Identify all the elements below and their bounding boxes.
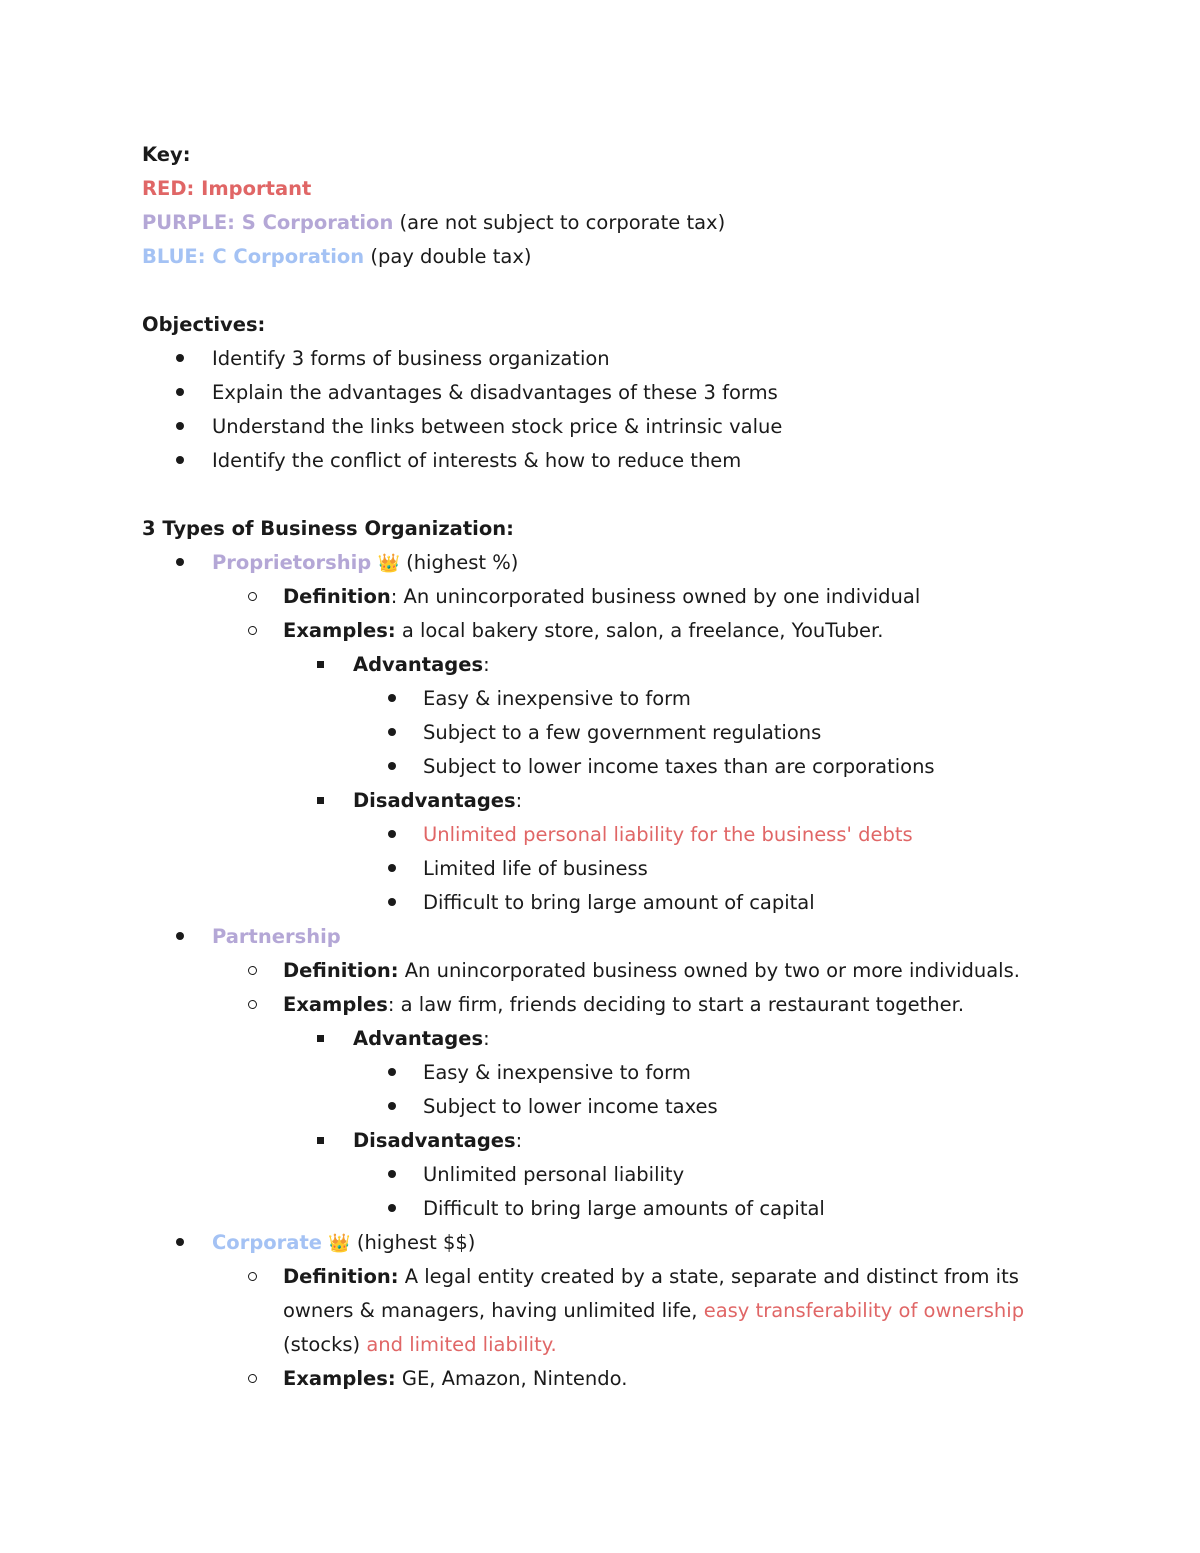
list-item: Easy & inexpensive to form xyxy=(142,682,1062,716)
bullet-square-icon xyxy=(317,784,324,818)
objective-item: Explain the advantages & disadvantages of these 3 forms xyxy=(142,376,1062,410)
objective-item: Identify the conflict of interests & how to reduce them xyxy=(142,444,1062,478)
corporate-note: (highest $$) xyxy=(350,1231,476,1254)
key-heading: Key: xyxy=(142,143,191,166)
partnership-advantages-label: Advantages: xyxy=(142,1022,1062,1056)
bullet-disc-icon xyxy=(176,920,184,954)
key-purple-line xyxy=(142,206,1062,240)
partnership-examples: Examples: a law firm, friends deciding to start a restaurant together. xyxy=(142,988,1062,1022)
objectives-heading: Objectives: xyxy=(142,313,266,336)
bullet-square-icon xyxy=(317,648,324,682)
list-item: Unlimited personal liability xyxy=(142,1158,1062,1192)
crown-icon: 👑 xyxy=(328,1233,351,1254)
list-item: Easy & inexpensive to form xyxy=(142,1056,1062,1090)
corporate-item xyxy=(142,1226,1062,1260)
bullet-disc-icon xyxy=(176,410,184,444)
bullet-circle-icon xyxy=(248,1362,257,1396)
partnership-definition: Definition: An unincorporated business owned by two or more individuals. xyxy=(142,954,1062,988)
bullet-circle-icon xyxy=(248,1260,257,1294)
bullet-disc-icon xyxy=(176,1226,184,1260)
corporate-name: Corporate xyxy=(212,1231,323,1254)
proprietorship-definition: Definition: An unincorporated business owned by one individual xyxy=(142,580,1062,614)
list-item: Difficult to bring large amounts of capital xyxy=(142,1192,1062,1226)
list-item: Subject to lower income taxes than are corporations xyxy=(142,750,1062,784)
key-red-label: RED: Important xyxy=(142,177,312,200)
bullet-disc-icon xyxy=(388,1158,396,1192)
bullet-disc-icon xyxy=(388,716,396,750)
bullet-circle-icon xyxy=(248,580,257,614)
key-purple-note: (are not subject to corporate tax) xyxy=(393,211,726,234)
bullet-circle-icon xyxy=(248,988,257,1022)
bullet-disc-icon xyxy=(176,444,184,478)
bullet-disc-icon xyxy=(176,376,184,410)
list-item: Limited life of business xyxy=(142,852,1062,886)
bullet-disc-icon xyxy=(388,886,396,920)
list-item: Subject to lower income taxes xyxy=(142,1090,1062,1124)
proprietorship-advantages-label: Advantages: xyxy=(142,648,1062,682)
key-blue-label: BLUE: C Corporation xyxy=(142,245,365,268)
list-item: Unlimited personal liability for the business' debts xyxy=(142,818,1062,852)
key-blue-line xyxy=(142,240,1062,274)
proprietorship-examples: Examples: a local bakery store, salon, a freelance, YouTuber. xyxy=(142,614,1062,648)
objective-item: Understand the links between stock price & intrinsic value xyxy=(142,410,1062,444)
bullet-square-icon xyxy=(317,1022,324,1056)
bullet-disc-icon xyxy=(388,750,396,784)
bullet-disc-icon xyxy=(176,546,184,580)
bullet-disc-icon xyxy=(388,818,396,852)
partnership-item xyxy=(142,920,1062,954)
bullet-disc-icon xyxy=(388,852,396,886)
bullet-square-icon xyxy=(317,1124,324,1158)
corporate-definition: Definition: A legal entity created by a state, separate and distinct from its xyxy=(142,1260,1062,1294)
partnership-name: Partnership xyxy=(212,925,341,948)
corporate-examples: Examples: GE, Amazon, Nintendo. xyxy=(142,1362,1062,1396)
proprietorship-disadvantages-label: Disadvantages: xyxy=(142,784,1062,818)
bullet-disc-icon xyxy=(388,1090,396,1124)
objective-item: Identify 3 forms of business organization xyxy=(142,342,1062,376)
proprietorship-note: (highest %) xyxy=(399,551,519,574)
partnership-disadvantages-label: Disadvantages: xyxy=(142,1124,1062,1158)
bullet-disc-icon xyxy=(176,342,184,376)
list-item: Difficult to bring large amount of capital xyxy=(142,886,1062,920)
bullet-disc-icon xyxy=(388,1192,396,1226)
bullet-circle-icon xyxy=(248,614,257,648)
corporate-definition-cont-2: (stocks) and limited liability. xyxy=(283,1333,557,1356)
bullet-disc-icon xyxy=(388,682,396,716)
bullet-disc-icon xyxy=(388,1056,396,1090)
types-heading: 3 Types of Business Organization: xyxy=(142,517,514,540)
document-page xyxy=(142,138,1062,1396)
proprietorship-item xyxy=(142,546,1062,580)
crown-icon: 👑 xyxy=(377,553,400,574)
bullet-circle-icon xyxy=(248,954,257,988)
proprietorship-name: Proprietorship xyxy=(212,551,372,574)
key-blue-note: (pay double tax) xyxy=(364,245,532,268)
corporate-definition-cont-1: owners & managers, having unlimited life, easy transferability of ownership xyxy=(283,1299,1025,1322)
key-purple-label: PURPLE: S Corporation xyxy=(142,211,394,234)
list-item: Subject to a few government regulations xyxy=(142,716,1062,750)
